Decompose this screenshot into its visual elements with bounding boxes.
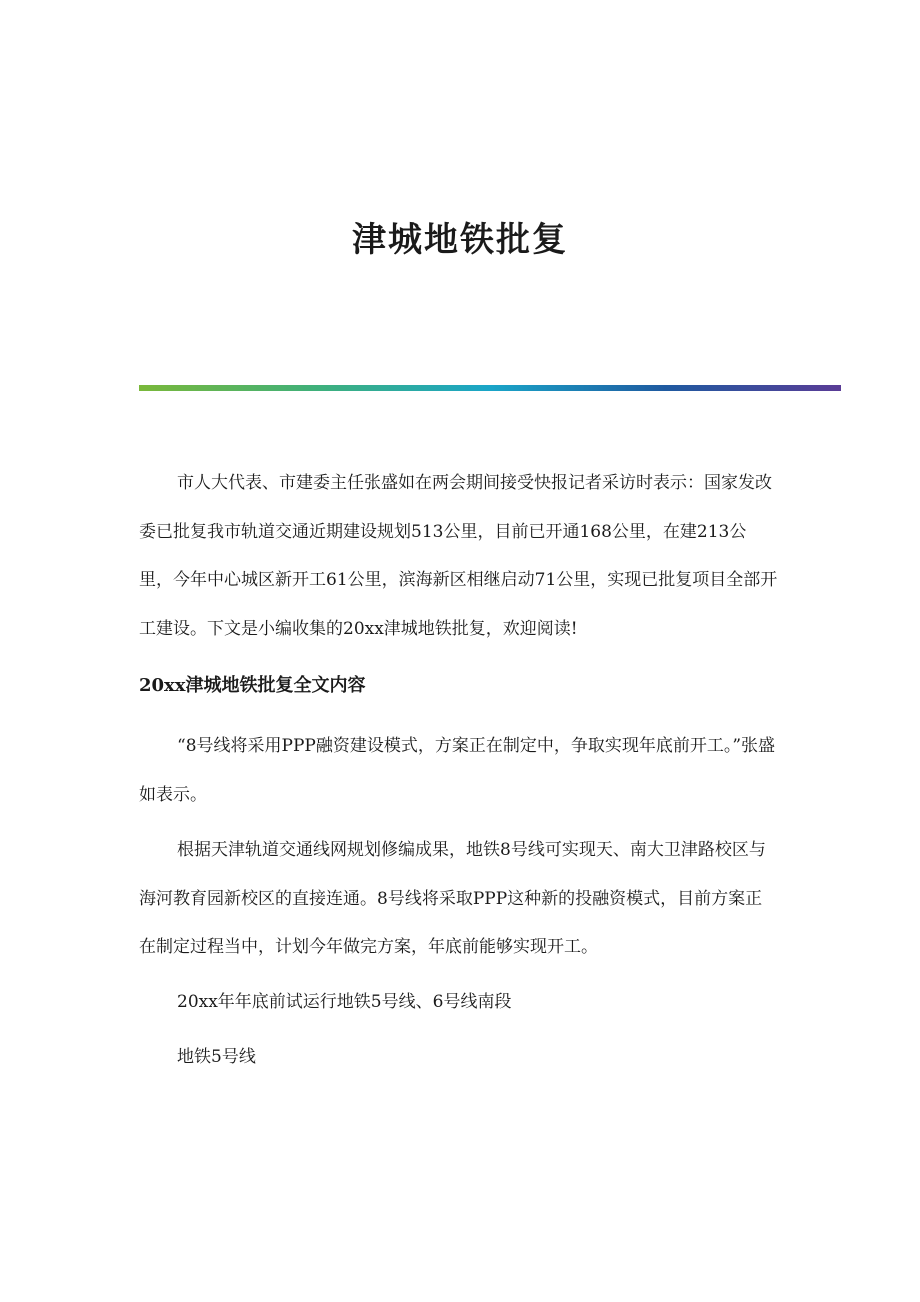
subheading-trial-operation: 20xx年年底前试运行地铁5号线、6号线南段 bbox=[177, 992, 512, 1012]
subheading-line5: 地铁5号线 bbox=[177, 1047, 256, 1067]
quote-paragraph: “8号线将采用PPP融资建设模式，方案正在制定中，争取实现年底前开工。”张盛如表示。 bbox=[139, 736, 776, 805]
title-divider bbox=[139, 385, 841, 391]
line8-paragraph: 根据天津轨道交通线网规划修编成果，地铁8号线可实现天、南大卫津路校区与海河教育园新校区的直接连通。8号线将采取PPP这种新的投融资模式，目前方案正在制定过程当中，计划今年做完方案，年底前能够实现开工。 bbox=[139, 840, 766, 957]
intro-paragraph: 市人大代表、市建委主任张盛如在两会期间接受快报记者采访时表示：国家发改委已批复我市轨道交通近期建设规划513公里，目前已开通168公里，在建213公里，今年中心城区新开工61公里，滨海新区相继启动71公里，实现已批复项目全部开工建设。下文是小编收集的20xx津城地铁批复，欢迎阅读! bbox=[139, 473, 778, 639]
section-heading: 20xx津城地铁批复全文内容 bbox=[139, 675, 366, 696]
document-title: 津城地铁批复 bbox=[352, 220, 568, 260]
